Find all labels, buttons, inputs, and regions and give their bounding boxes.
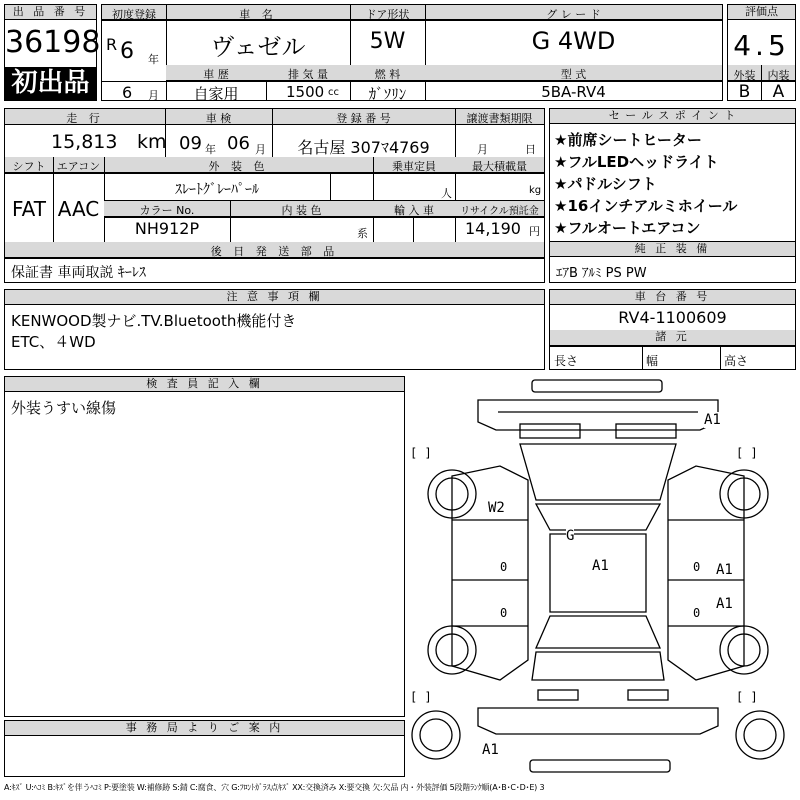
- sales-point-item: ★前席シートヒーター: [554, 131, 702, 149]
- sales-point-item: ★パドルシフト: [554, 175, 657, 193]
- lot-header: 出 品 番 号: [5, 5, 96, 20]
- recycle-header: リサイクル預託金: [460, 206, 539, 217]
- inspection-year-unit: 年: [205, 143, 216, 156]
- max-load-header: 最大積載量: [472, 160, 527, 173]
- office-box: [4, 720, 405, 777]
- grade: G 4WD: [531, 27, 616, 55]
- car-diagram-box: [409, 376, 796, 777]
- sales-point-item: ★フルオートエアコン: [554, 219, 701, 237]
- inspector-header: 検 査 員 記 入 欄: [5, 377, 404, 392]
- ext-color: ｽﾚｰﾄｸﾞﾚｰﾊﾟｰﾙ: [175, 182, 259, 198]
- inspection-month-unit: 月: [255, 143, 266, 156]
- score-header: 評価点: [728, 5, 795, 20]
- aircon: AAC: [57, 197, 100, 221]
- int-score: A: [772, 82, 785, 102]
- grade-header: グ レ ー ド: [546, 8, 601, 21]
- mileage: 15,813: [51, 131, 118, 153]
- recycle-fee: 14,190: [465, 219, 521, 238]
- inspection-year: 09: [179, 133, 202, 154]
- fuel: ｶﾞｿﾘﾝ: [368, 85, 407, 103]
- damage-mark: A1: [592, 558, 609, 574]
- first-listing-badge: 初出品: [5, 67, 96, 100]
- inspector-box: [4, 376, 405, 717]
- notes-line-1: KENWOOD製ナビ.TV.Bluetooth機能付き: [11, 312, 297, 330]
- zero-mark: 0: [500, 560, 508, 574]
- history: 自家用: [193, 85, 239, 103]
- plate-number: 名古屋 307ﾏ4769: [297, 138, 430, 157]
- chassis-box: [549, 289, 796, 370]
- notes-box: [4, 289, 545, 370]
- width-label: 幅: [646, 354, 659, 368]
- dims-header: 諸 元: [550, 330, 795, 346]
- max-load-unit: kg: [529, 185, 542, 196]
- color-no: NH912P: [134, 219, 200, 238]
- bracket-mark: [ ]: [736, 446, 758, 460]
- first-reg-year-unit: 年: [148, 53, 159, 66]
- transfer-header: 譲渡書類期限: [466, 112, 533, 125]
- inspection-header: 車 検: [205, 112, 232, 125]
- ext-score-label: 外装: [733, 69, 756, 82]
- car-name-header: 車 名: [239, 8, 277, 21]
- int-color-header: 内 装 色: [281, 204, 322, 217]
- inspection-month: 06: [227, 133, 250, 154]
- car-name: ヴェゼル: [210, 33, 306, 61]
- ext-score: B: [738, 82, 751, 102]
- lot-box: [4, 4, 101, 101]
- aircon-header: エアコン: [56, 160, 101, 173]
- inspector-notes: 外装うすい線傷: [11, 399, 117, 417]
- damage-mark: A1: [482, 742, 499, 758]
- first-reg-header: 初度登録: [112, 8, 156, 21]
- equipment: ｴｱB ｱﾙﾐ PS PW: [556, 266, 647, 281]
- office-header: 事 務 局 よ り ご 案 内: [5, 721, 404, 736]
- sales-points-header: セ ー ル ス ポ イ ン ト: [550, 109, 795, 124]
- sales-point-item: ★フルLEDヘッドライト: [554, 153, 719, 171]
- zero-mark: 0: [693, 606, 701, 620]
- info-grid: [101, 4, 723, 101]
- color-no-header: カラー No.: [139, 204, 195, 217]
- displacement-header: 排 気 量: [288, 68, 328, 81]
- bracket-mark: [ ]: [410, 446, 432, 460]
- car-diagram: [409, 376, 796, 777]
- shift: FAT: [11, 197, 46, 221]
- bracket-mark: [ ]: [736, 690, 758, 704]
- detail-grid: [4, 108, 545, 283]
- bracket-mark: [ ]: [410, 690, 432, 704]
- int-color-unit: 系: [357, 227, 368, 240]
- sales-point-item: ★16インチアルミホイール: [554, 197, 738, 215]
- score-box: [727, 4, 796, 101]
- model: 5BA-RV4: [541, 83, 606, 101]
- shift-header: シフト: [12, 160, 46, 173]
- ext-color-header: 外 装 色: [208, 160, 269, 173]
- damage-mark: A1: [704, 412, 721, 428]
- first-reg-month-unit: 月: [148, 89, 159, 102]
- damage-mark: W2: [488, 500, 505, 516]
- capacity-unit: 人: [441, 187, 452, 200]
- chassis-header: 車 台 番 号: [550, 290, 795, 305]
- height-label: 高さ: [724, 354, 749, 368]
- sales-points-box: [549, 108, 796, 242]
- chassis-number: RV4-1100609: [618, 308, 727, 327]
- mileage-unit: km: [137, 131, 167, 153]
- later-parts-header: 後 日 発 送 部 品: [210, 245, 339, 258]
- first-reg-era: R: [106, 35, 118, 54]
- zero-mark: 0: [693, 560, 701, 574]
- capacity-header: 乗車定員: [392, 160, 436, 173]
- score: 4.5: [733, 29, 790, 62]
- fuel-header: 燃 料: [374, 68, 401, 81]
- later-parts: 保証書 車両取説 ｷｰﾚｽ: [11, 265, 146, 281]
- first-reg-year: 6: [120, 39, 134, 64]
- damage-mark: A1: [716, 562, 733, 578]
- lot-number: 36198: [5, 25, 101, 60]
- door-type: 5W: [369, 29, 406, 54]
- notes-header: 注 意 事 項 欄: [5, 290, 544, 305]
- notes-line-2: ETC、４WD: [11, 333, 96, 351]
- history-header: 車 歴: [203, 68, 229, 81]
- mileage-header: 走 行: [66, 112, 104, 125]
- model-header: 型 式: [560, 68, 587, 81]
- equipment-header: 純 正 装 備: [550, 242, 795, 257]
- displacement-unit: cc: [328, 87, 339, 98]
- legend: A:ｷｽﾞ U:ﾍｺﾐ B:ｷｽﾞを伴うﾍｺﾐ P:要塗装 W:補修跡 S:錆 C:腐食、穴 G:ﾌﾛﾝﾄｶﾞﾗｽ点ｷｽﾞ XX:交換済み X:要交換 欠:欠品 内・外装評価 5段階ﾗﾝｸ順(A･B･C･D･E) 3: [4, 783, 545, 792]
- displacement: 1500: [286, 83, 325, 101]
- equipment-box: [549, 241, 796, 283]
- damage-mark: A1: [716, 596, 733, 612]
- plate-header: 登 録 番 号: [336, 112, 391, 125]
- door-header: ドア形状: [365, 8, 410, 21]
- damage-mark: G: [566, 528, 575, 544]
- first-reg-month: 6: [122, 83, 133, 102]
- transfer-month: 月: [477, 143, 488, 156]
- import-header: 輸 入 車: [394, 204, 434, 217]
- zero-mark: 0: [500, 606, 508, 620]
- recycle-unit: 円: [529, 225, 540, 238]
- length-label: 長さ: [554, 354, 579, 368]
- transfer-day: 日: [525, 143, 536, 156]
- int-score-label: 内装: [767, 69, 790, 82]
